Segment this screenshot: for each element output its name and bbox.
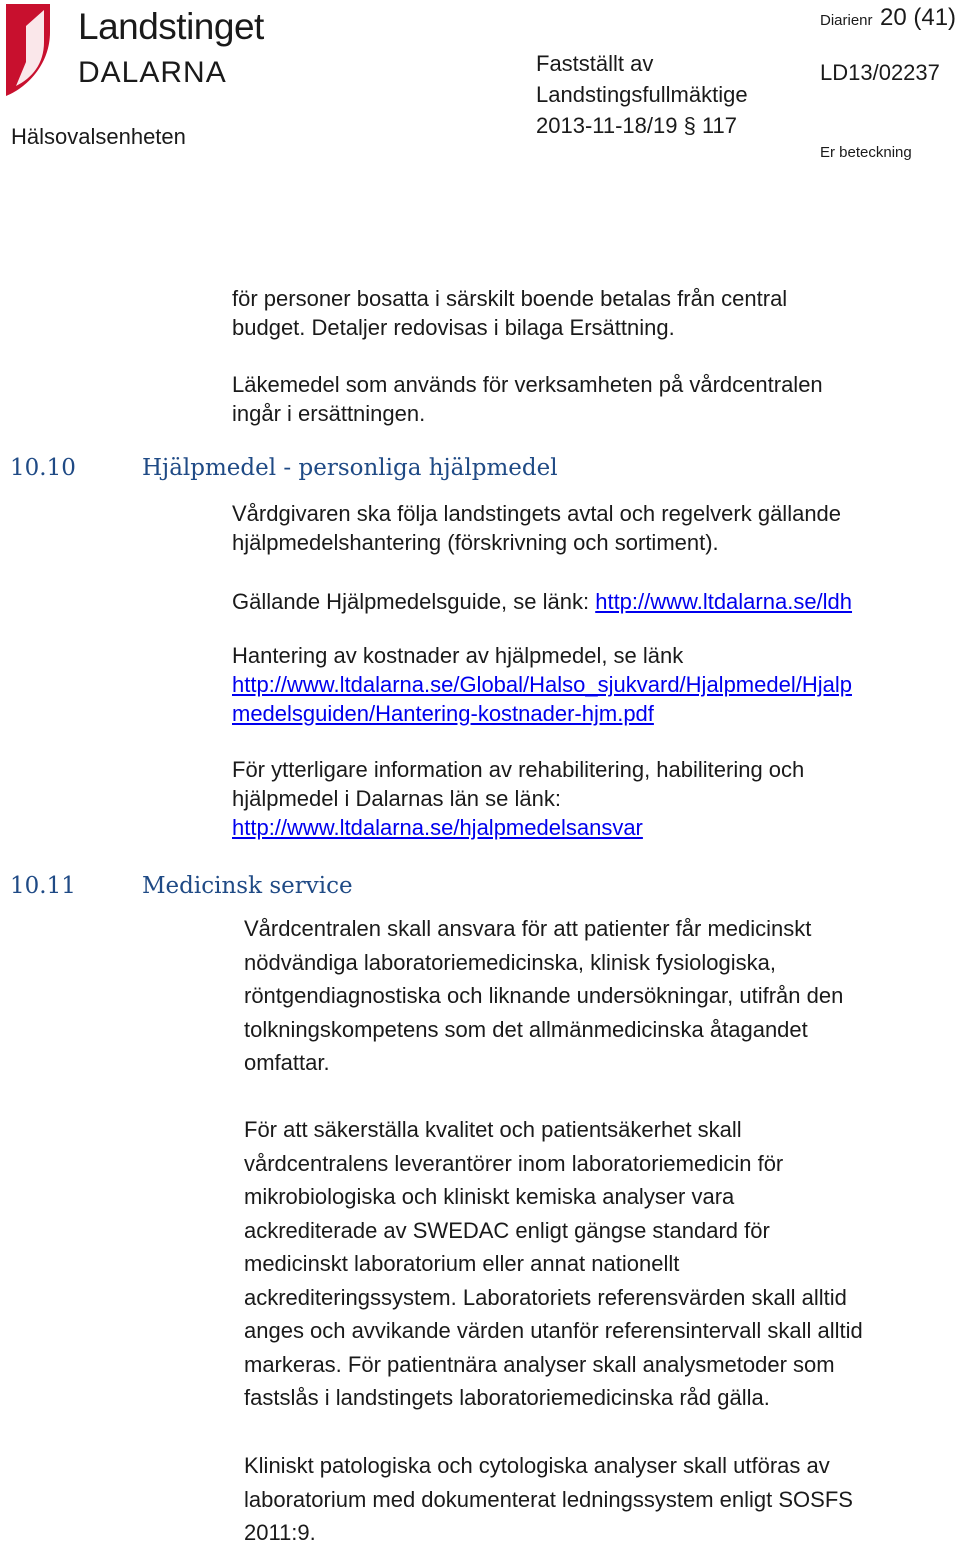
hjalpmedelsansvar-link[interactable]: http://www.ltdalarna.se/hjalpmedelsansvar <box>232 815 643 840</box>
er-beteckning-label: Er beteckning <box>820 144 912 161</box>
fastställt-block <box>536 48 748 141</box>
section-title: Medicinsk service <box>142 873 353 899</box>
fastställt-line: Landstingsfullmäktige <box>536 82 748 107</box>
cost-text: Hantering av kostnader av hjälpmedel, se länk <box>232 643 684 668</box>
text-line: anges och avvikande värden utanför referensintervall skall alltid <box>244 1318 863 1343</box>
text-line: för personer bosatta i särskilt boende betalas från central <box>232 286 788 311</box>
section-title: Hjälpmedel - personliga hjälpmedel <box>142 455 558 481</box>
text-line: För att säkerställa kvalitet och patientsäkerhet skall <box>244 1117 742 1142</box>
guide-text: Gällande Hjälpmedelsguide, se länk: <box>232 589 596 614</box>
guide-line <box>232 587 852 616</box>
logo-emblem-icon <box>4 2 74 98</box>
cost-paragraph <box>232 641 852 728</box>
text-line: Vårdcentralen skall ansvara för att patienter får medicinskt <box>244 916 812 941</box>
section-heading-10-10 <box>10 455 558 481</box>
more-info-paragraph <box>232 755 804 842</box>
text-line: Läkemedel som används för verksamheten på vårdcentralen <box>232 372 823 397</box>
text-line: fastslås i landstingets laboratoriemedicinska råd gälla. <box>244 1385 770 1410</box>
text-line: markeras. För patientnära analyser skall analysmetoder som <box>244 1351 835 1377</box>
text-line: vårdcentralens leverantörer inom laboratoriemedicin för <box>244 1150 784 1176</box>
medicinsk-service-paragraph-2 <box>244 1113 863 1415</box>
medicinsk-service-paragraph-3 <box>244 1449 853 1550</box>
text-line: ackrediteringssystem. Laboratoriets referensvärden skall alltid <box>244 1284 847 1310</box>
text-line: mikrobiologiska och kliniskt kemiska analyser vara <box>244 1184 735 1209</box>
text-line: medicinskt laboratorium eller annat nationellt <box>244 1251 680 1276</box>
section-number: 10.11 <box>10 873 76 899</box>
page-number: 20 (41) <box>880 4 957 31</box>
text-line: nödvändiga laboratoriemedicinska, klinisk fysiologiska, <box>244 949 776 975</box>
text-line: ingår i ersättningen. <box>232 401 426 426</box>
text-line: Vårdgivaren ska följa landstingets avtal och regelverk gällande <box>232 501 842 526</box>
text-line: tolkningskompetens som det allmänmedicinska åtagandet <box>244 1016 808 1042</box>
text-line: För ytterligare information av rehabilitering, habilitering och <box>232 757 805 782</box>
fastställt-line: 2013-11-18/19 § 117 <box>536 113 738 138</box>
text-line: laboratorium med dokumenterat ledningssystem enligt SOSFS <box>244 1486 853 1512</box>
logo-text-line1: Landstinget <box>78 6 264 47</box>
hjalpmedel-paragraph <box>232 499 841 557</box>
intro-paragraph-2 <box>232 370 823 428</box>
cost-link-continued[interactable]: medelsguiden/Hantering-kostnader-hjm.pdf <box>232 701 654 726</box>
text-line: omfattar. <box>244 1050 330 1075</box>
guide-paragraph <box>232 587 852 616</box>
section-heading-10-11 <box>10 873 353 899</box>
unit-name: Hälsovalsenheten <box>11 124 186 149</box>
medicinsk-service-paragraph-1 <box>244 912 843 1080</box>
fastställt-line: Fastställt av <box>536 51 654 76</box>
intro-paragraph-1 <box>232 284 787 342</box>
text-line: 2011:9. <box>244 1520 316 1545</box>
text-line: röntgendiagnostiska och liknande undersökningar, utifrån den <box>244 983 844 1008</box>
text-line: budget. Detaljer redovisas i bilaga Ersättning. <box>232 315 675 340</box>
diarienr-label: Diarienr <box>820 12 873 29</box>
text-line: Kliniskt patologiska och cytologiska analyser skall utföras av <box>244 1453 830 1478</box>
landstinget-logo <box>4 2 264 98</box>
logo-text-line2: DALARNA <box>78 56 227 89</box>
text-line: ackrediterade av SWEDAC enligt gängse standard för <box>244 1217 770 1243</box>
section-number: 10.10 <box>10 455 76 481</box>
guide-link[interactable]: http://www.ltdalarna.se/ldh <box>595 589 853 614</box>
cost-link[interactable]: http://www.ltdalarna.se/Global/Halso_sjukvard/Hjalpmedel/Hjalp <box>232 672 852 697</box>
text-line: hjälpmedel i Dalarnas län se länk: <box>232 786 561 811</box>
diarienr-value: LD13/02237 <box>820 60 940 85</box>
text-line: hjälpmedelshantering (förskrivning och sortiment). <box>232 530 719 555</box>
